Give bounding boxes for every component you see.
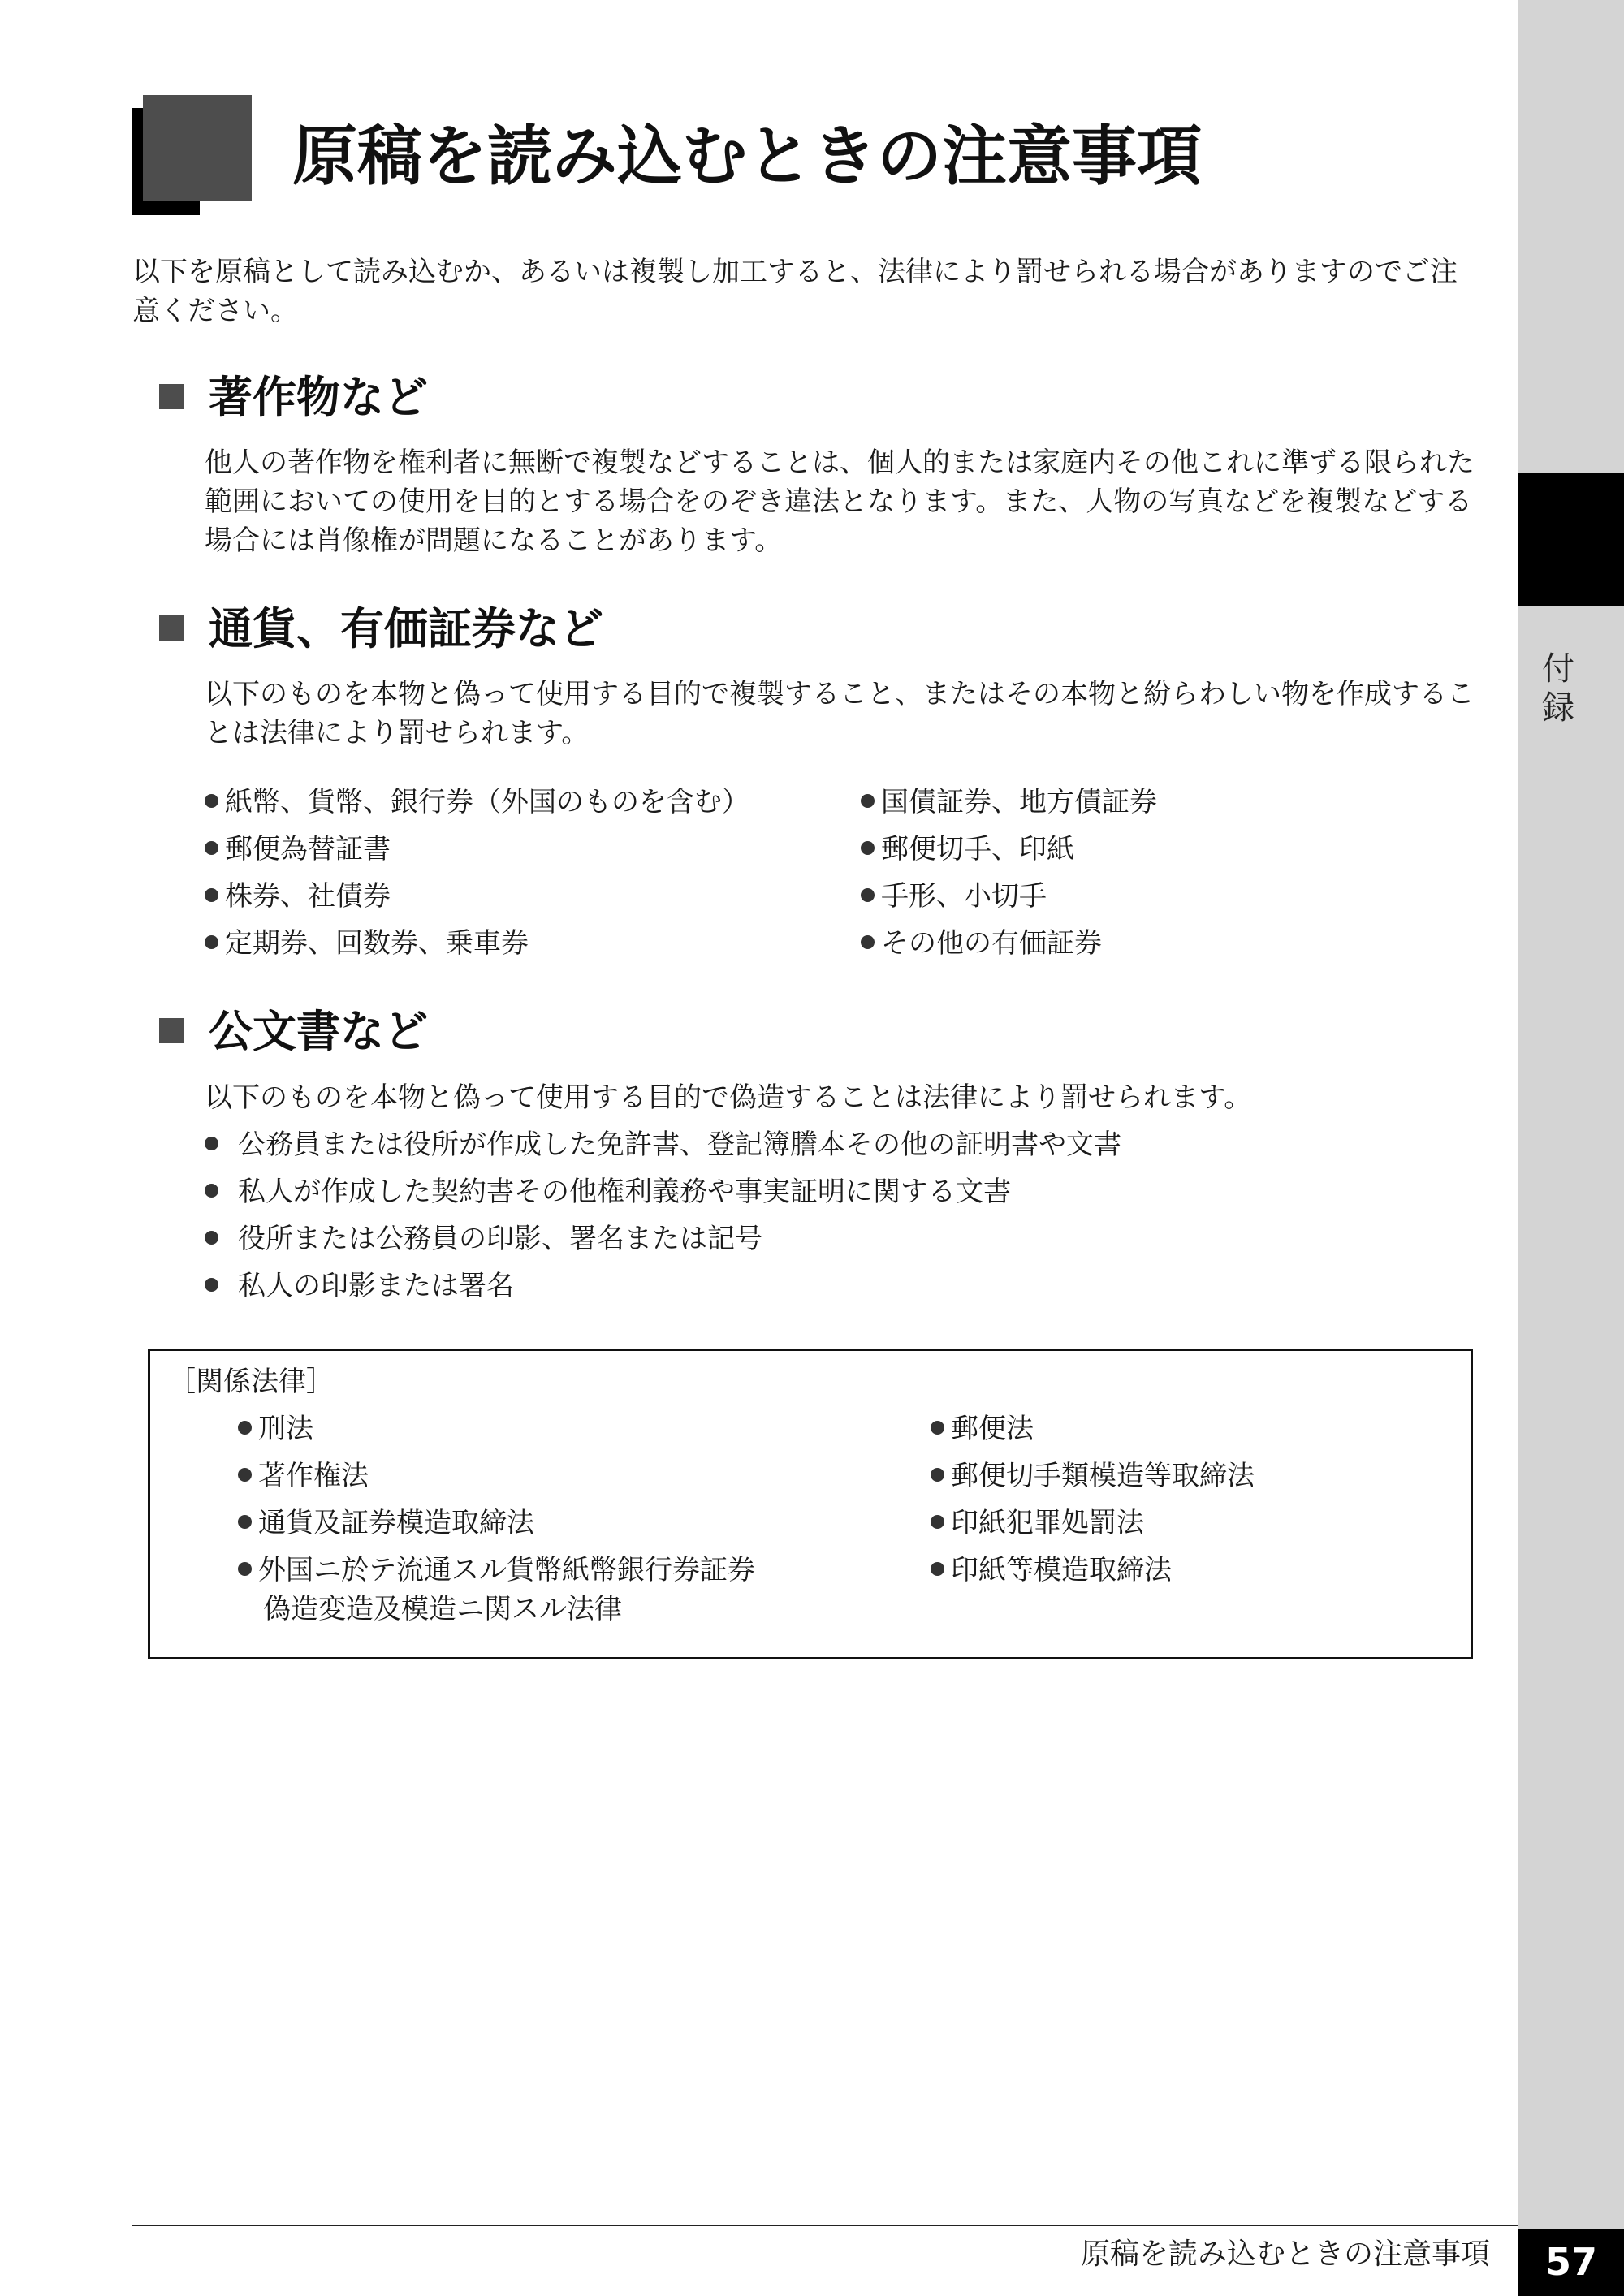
footer-title: 原稿を読み込むときの注意事項 bbox=[1080, 2238, 1490, 2271]
bullet-dot-icon bbox=[205, 1231, 218, 1245]
square-bullet-icon bbox=[159, 384, 184, 409]
page-number: 57 bbox=[1518, 2229, 1624, 2296]
list-item: 役所または公務員の印影、署名または記号 bbox=[205, 1215, 1121, 1262]
section-heading-currency: 通貨、有価証券など bbox=[159, 601, 603, 658]
list-item: 紙幣、貨幣、銀行券（外国のものを含む） bbox=[205, 779, 749, 826]
bullet-dot-icon bbox=[205, 888, 218, 902]
bullet-dot-icon bbox=[238, 1562, 252, 1576]
side-index-strip bbox=[1518, 0, 1624, 2296]
law-item: 刑法 bbox=[238, 1409, 755, 1448]
list-item: 国債証券、地方債証券 bbox=[861, 779, 1157, 826]
bullet-dot-icon bbox=[238, 1515, 252, 1529]
bullet-dot-icon bbox=[238, 1468, 252, 1482]
list-item: 郵便切手、印紙 bbox=[861, 826, 1157, 873]
list-item: 私人の印影または署名 bbox=[205, 1262, 1121, 1310]
section-text-official-documents: 以下のものを本物と偽って使用する目的で偽造することは法律により罰せられます。 bbox=[205, 1081, 1252, 1114]
law-item: 郵便法 bbox=[931, 1409, 1255, 1448]
related-laws-box bbox=[148, 1349, 1473, 1659]
bullet-dot-icon bbox=[205, 935, 218, 949]
bullet-dot-icon bbox=[205, 1137, 218, 1150]
bullet-dot-icon bbox=[861, 888, 875, 902]
bullet-dot-icon bbox=[205, 1184, 218, 1198]
list-item: 郵便為替証書 bbox=[205, 826, 749, 873]
square-bullet-icon bbox=[159, 1018, 184, 1043]
bullet-dot-icon bbox=[205, 1278, 218, 1292]
related-laws-title: ［関係法律］ bbox=[168, 1366, 334, 1398]
list-item: その他の有価証券 bbox=[861, 920, 1157, 967]
bullet-dot-icon bbox=[861, 935, 875, 949]
law-item: 印紙犯罪処罰法 bbox=[931, 1504, 1255, 1543]
section-text-currency: 以下のものを本物と偽って使用する目的で複製すること、またはその本物と紛らわしい物を作成することは法律により罰せられます。 bbox=[205, 678, 1475, 749]
list-item: 定期券、回数券、乗車券 bbox=[205, 920, 749, 967]
official-documents-list bbox=[205, 1121, 1121, 1310]
currency-list-right bbox=[861, 779, 1157, 967]
bullet-dot-icon bbox=[205, 794, 218, 808]
law-item: 通貨及証券模造取締法 bbox=[238, 1504, 755, 1543]
bullet-dot-icon bbox=[931, 1515, 944, 1529]
section-heading-copyright: 著作物など bbox=[159, 369, 428, 426]
list-item: 私人が作成した契約書その他権利義務や事実証明に関する文書 bbox=[205, 1168, 1121, 1215]
section-heading-official-documents: 公文書など bbox=[159, 1003, 428, 1060]
list-item: 手形、小切手 bbox=[861, 873, 1157, 920]
side-index-label: 付録 bbox=[1542, 650, 1574, 727]
section-text-copyright: 他人の著作物を権利者に無断で複製などすることは、個人的または家庭内その他これに準ずる限られた範囲においての使用を目的とする場合をのぞき違法となります。また、人物の写真などを複製などする場合には肖像権が問題になることがあります。 bbox=[205, 447, 1475, 557]
law-item: 外国ニ於テ流通スル貨幣紙幣銀行券証券 偽造変造及模造ニ関スル法律 bbox=[238, 1551, 755, 1629]
bullet-dot-icon bbox=[931, 1562, 944, 1576]
title-square-icon bbox=[143, 95, 252, 201]
bullet-dot-icon bbox=[931, 1468, 944, 1482]
bullet-dot-icon bbox=[238, 1421, 252, 1435]
bullet-dot-icon bbox=[861, 794, 875, 808]
bullet-dot-icon bbox=[205, 841, 218, 855]
list-item: 株券、社債券 bbox=[205, 873, 749, 920]
law-item: 郵便切手類模造等取締法 bbox=[931, 1457, 1255, 1495]
list-item: 公務員または役所が作成した免許書、登記簿謄本その他の証明書や文書 bbox=[205, 1121, 1121, 1168]
footer-rule bbox=[132, 2225, 1518, 2226]
law-item: 印紙等模造取締法 bbox=[931, 1551, 1255, 1590]
bullet-dot-icon bbox=[861, 841, 875, 855]
bullet-dot-icon bbox=[931, 1421, 944, 1435]
law-item: 著作権法 bbox=[238, 1457, 755, 1495]
side-index-tab bbox=[1518, 473, 1624, 606]
page-title: 原稿を読み込むときの注意事項 bbox=[292, 119, 1202, 194]
intro-text: 以下を原稿として読み込むか、あるいは複製し加工すると、法律により罰せられる場合がありますのでご注意ください。 bbox=[132, 256, 1458, 327]
related-laws-list-left bbox=[238, 1409, 755, 1637]
currency-list-left bbox=[205, 779, 749, 967]
related-laws-list-right bbox=[931, 1409, 1255, 1598]
square-bullet-icon bbox=[159, 615, 184, 641]
